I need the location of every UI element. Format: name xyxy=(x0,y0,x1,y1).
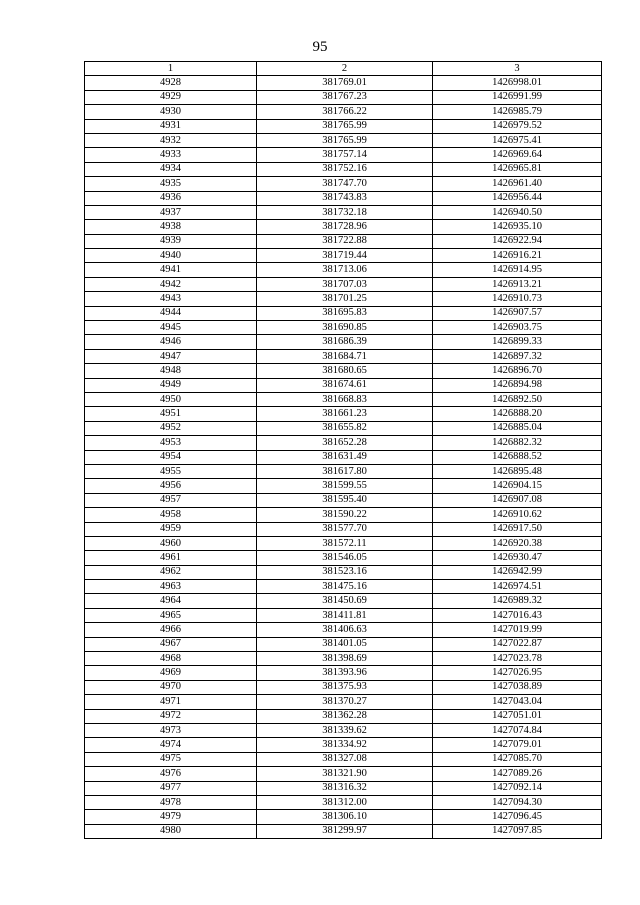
point-number-cell: 4942 xyxy=(85,277,257,291)
x-coordinate-cell: 381743.83 xyxy=(257,191,433,205)
y-coordinate-cell: 1426930.47 xyxy=(433,551,602,565)
x-coordinate-cell: 381661.23 xyxy=(257,407,433,421)
y-coordinate-cell: 1426907.57 xyxy=(433,306,602,320)
table-row xyxy=(85,249,602,263)
table-row xyxy=(85,119,602,133)
point-number-cell: 4930 xyxy=(85,105,257,119)
y-coordinate-cell: 1426961.40 xyxy=(433,177,602,191)
y-coordinate-cell: 1427089.26 xyxy=(433,767,602,781)
x-coordinate-cell: 381401.05 xyxy=(257,637,433,651)
table-row xyxy=(85,637,602,651)
point-number-cell: 4952 xyxy=(85,421,257,435)
x-coordinate-cell: 381747.70 xyxy=(257,177,433,191)
y-coordinate-cell: 1427051.01 xyxy=(433,709,602,723)
x-coordinate-cell: 381393.96 xyxy=(257,666,433,680)
y-coordinate-cell: 1427085.70 xyxy=(433,752,602,766)
y-coordinate-cell: 1426935.10 xyxy=(433,220,602,234)
y-coordinate-cell: 1427097.85 xyxy=(433,824,602,838)
x-coordinate-cell: 381695.83 xyxy=(257,306,433,320)
table-row xyxy=(85,709,602,723)
y-coordinate-cell: 1427079.01 xyxy=(433,738,602,752)
point-number-cell: 4970 xyxy=(85,680,257,694)
y-coordinate-cell: 1427026.95 xyxy=(433,666,602,680)
y-coordinate-cell: 1426913.21 xyxy=(433,277,602,291)
y-coordinate-cell: 1427038.89 xyxy=(433,680,602,694)
y-coordinate-cell: 1426969.64 xyxy=(433,148,602,162)
table-row xyxy=(85,378,602,392)
point-number-cell: 4975 xyxy=(85,752,257,766)
y-coordinate-cell: 1426942.99 xyxy=(433,565,602,579)
point-number-cell: 4951 xyxy=(85,407,257,421)
table-row xyxy=(85,306,602,320)
point-number-cell: 4940 xyxy=(85,249,257,263)
y-coordinate-cell: 1426899.33 xyxy=(433,335,602,349)
x-coordinate-cell: 381475.16 xyxy=(257,580,433,594)
table-row xyxy=(85,723,602,737)
point-number-cell: 4979 xyxy=(85,810,257,824)
table-row xyxy=(85,623,602,637)
point-number-cell: 4968 xyxy=(85,652,257,666)
point-number-cell: 4934 xyxy=(85,162,257,176)
x-coordinate-cell: 381327.08 xyxy=(257,752,433,766)
y-coordinate-cell: 1426895.48 xyxy=(433,464,602,478)
point-number-cell: 4957 xyxy=(85,493,257,507)
y-coordinate-cell: 1427016.43 xyxy=(433,608,602,622)
x-coordinate-cell: 381713.06 xyxy=(257,263,433,277)
x-coordinate-cell: 381590.22 xyxy=(257,508,433,522)
point-number-cell: 4941 xyxy=(85,263,257,277)
table-row xyxy=(85,450,602,464)
y-coordinate-cell: 1426989.32 xyxy=(433,594,602,608)
point-number-cell: 4969 xyxy=(85,666,257,680)
point-number-cell: 4944 xyxy=(85,306,257,320)
point-number-cell: 4958 xyxy=(85,508,257,522)
point-number-cell: 4966 xyxy=(85,623,257,637)
y-coordinate-cell: 1427022.87 xyxy=(433,637,602,651)
point-number-cell: 4972 xyxy=(85,709,257,723)
y-coordinate-cell: 1426979.52 xyxy=(433,119,602,133)
table-row xyxy=(85,90,602,104)
point-number-cell: 4933 xyxy=(85,148,257,162)
point-number-cell: 4960 xyxy=(85,536,257,550)
y-coordinate-cell: 1426910.62 xyxy=(433,508,602,522)
x-coordinate-cell: 381546.05 xyxy=(257,551,433,565)
y-coordinate-cell: 1426965.81 xyxy=(433,162,602,176)
point-number-cell: 4963 xyxy=(85,580,257,594)
table-row xyxy=(85,464,602,478)
column-header-1: 1 xyxy=(85,62,257,76)
table-row xyxy=(85,421,602,435)
x-coordinate-cell: 381411.81 xyxy=(257,608,433,622)
table-row xyxy=(85,105,602,119)
table-row xyxy=(85,565,602,579)
point-number-cell: 4964 xyxy=(85,594,257,608)
y-coordinate-cell: 1426940.50 xyxy=(433,205,602,219)
x-coordinate-cell: 381684.71 xyxy=(257,349,433,363)
x-coordinate-cell: 381765.99 xyxy=(257,119,433,133)
table-row xyxy=(85,76,602,90)
point-number-cell: 4946 xyxy=(85,335,257,349)
page-number: 95 xyxy=(312,39,328,55)
table-row xyxy=(85,781,602,795)
point-number-cell: 4954 xyxy=(85,450,257,464)
table-row xyxy=(85,263,602,277)
x-coordinate-cell: 381769.01 xyxy=(257,76,433,90)
x-coordinate-cell: 381375.93 xyxy=(257,680,433,694)
point-number-cell: 4935 xyxy=(85,177,257,191)
x-coordinate-cell: 381707.03 xyxy=(257,277,433,291)
x-coordinate-cell: 381674.61 xyxy=(257,378,433,392)
y-coordinate-cell: 1427023.78 xyxy=(433,652,602,666)
point-number-cell: 4929 xyxy=(85,90,257,104)
y-coordinate-cell: 1426991.99 xyxy=(433,90,602,104)
table-row xyxy=(85,810,602,824)
point-number-cell: 4950 xyxy=(85,392,257,406)
point-number-cell: 4961 xyxy=(85,551,257,565)
x-coordinate-cell: 381757.14 xyxy=(257,148,433,162)
y-coordinate-cell: 1427074.84 xyxy=(433,723,602,737)
x-coordinate-cell: 381339.62 xyxy=(257,723,433,737)
table-row xyxy=(85,479,602,493)
x-coordinate-cell: 381362.28 xyxy=(257,709,433,723)
table-row xyxy=(85,666,602,680)
y-coordinate-cell: 1426882.32 xyxy=(433,436,602,450)
y-coordinate-cell: 1426922.94 xyxy=(433,234,602,248)
table-row xyxy=(85,292,602,306)
x-coordinate-cell: 381686.39 xyxy=(257,335,433,349)
x-coordinate-cell: 381599.55 xyxy=(257,479,433,493)
table-row xyxy=(85,752,602,766)
y-coordinate-cell: 1426914.95 xyxy=(433,263,602,277)
table-row xyxy=(85,148,602,162)
x-coordinate-cell: 381680.65 xyxy=(257,364,433,378)
table-row xyxy=(85,277,602,291)
y-coordinate-cell: 1426974.51 xyxy=(433,580,602,594)
x-coordinate-cell: 381719.44 xyxy=(257,249,433,263)
table-row xyxy=(85,392,602,406)
table-row xyxy=(85,522,602,536)
y-coordinate-cell: 1426897.32 xyxy=(433,349,602,363)
x-coordinate-cell: 381652.28 xyxy=(257,436,433,450)
point-number-cell: 4931 xyxy=(85,119,257,133)
table-row xyxy=(85,680,602,694)
table-row xyxy=(85,738,602,752)
point-number-cell: 4962 xyxy=(85,565,257,579)
table-row xyxy=(85,652,602,666)
x-coordinate-cell: 381752.16 xyxy=(257,162,433,176)
coordinates-table xyxy=(84,61,602,839)
column-header-3: 3 xyxy=(433,62,602,76)
y-coordinate-cell: 1426892.50 xyxy=(433,392,602,406)
table-row xyxy=(85,436,602,450)
table-row xyxy=(85,824,602,838)
x-coordinate-cell: 381690.85 xyxy=(257,321,433,335)
point-number-cell: 4948 xyxy=(85,364,257,378)
x-coordinate-cell: 381766.22 xyxy=(257,105,433,119)
x-coordinate-cell: 381398.69 xyxy=(257,652,433,666)
point-number-cell: 4949 xyxy=(85,378,257,392)
point-number-cell: 4967 xyxy=(85,637,257,651)
table-row xyxy=(85,493,602,507)
table-row xyxy=(85,594,602,608)
y-coordinate-cell: 1426885.04 xyxy=(433,421,602,435)
point-number-cell: 4977 xyxy=(85,781,257,795)
x-coordinate-cell: 381321.90 xyxy=(257,767,433,781)
point-number-cell: 4976 xyxy=(85,767,257,781)
x-coordinate-cell: 381722.88 xyxy=(257,234,433,248)
x-coordinate-cell: 381767.23 xyxy=(257,90,433,104)
y-coordinate-cell: 1427094.30 xyxy=(433,795,602,809)
y-coordinate-cell: 1427019.99 xyxy=(433,623,602,637)
point-number-cell: 4956 xyxy=(85,479,257,493)
y-coordinate-cell: 1426907.08 xyxy=(433,493,602,507)
x-coordinate-cell: 381631.49 xyxy=(257,450,433,464)
y-coordinate-cell: 1426956.44 xyxy=(433,191,602,205)
table-row xyxy=(85,220,602,234)
table-row xyxy=(85,234,602,248)
point-number-cell: 4965 xyxy=(85,608,257,622)
table-row xyxy=(85,580,602,594)
point-number-cell: 4959 xyxy=(85,522,257,536)
table-row xyxy=(85,795,602,809)
table-row xyxy=(85,608,602,622)
point-number-cell: 4955 xyxy=(85,464,257,478)
y-coordinate-cell: 1426917.50 xyxy=(433,522,602,536)
y-coordinate-cell: 1426903.75 xyxy=(433,321,602,335)
table-row xyxy=(85,508,602,522)
x-coordinate-cell: 381312.00 xyxy=(257,795,433,809)
y-coordinate-cell: 1426904.15 xyxy=(433,479,602,493)
x-coordinate-cell: 381728.96 xyxy=(257,220,433,234)
y-coordinate-cell: 1426910.73 xyxy=(433,292,602,306)
column-header-2: 2 xyxy=(257,62,433,76)
table-header-row xyxy=(85,62,602,76)
table-row xyxy=(85,407,602,421)
x-coordinate-cell: 381595.40 xyxy=(257,493,433,507)
x-coordinate-cell: 381655.82 xyxy=(257,421,433,435)
point-number-cell: 4939 xyxy=(85,234,257,248)
point-number-cell: 4947 xyxy=(85,349,257,363)
table-row xyxy=(85,695,602,709)
x-coordinate-cell: 381370.27 xyxy=(257,695,433,709)
table-row xyxy=(85,133,602,147)
y-coordinate-cell: 1426896.70 xyxy=(433,364,602,378)
table-row xyxy=(85,177,602,191)
point-number-cell: 4943 xyxy=(85,292,257,306)
table-row xyxy=(85,767,602,781)
y-coordinate-cell: 1426998.01 xyxy=(433,76,602,90)
table-row xyxy=(85,162,602,176)
x-coordinate-cell: 381299.97 xyxy=(257,824,433,838)
x-coordinate-cell: 381406.63 xyxy=(257,623,433,637)
x-coordinate-cell: 381765.99 xyxy=(257,133,433,147)
point-number-cell: 4980 xyxy=(85,824,257,838)
point-number-cell: 4978 xyxy=(85,795,257,809)
x-coordinate-cell: 381701.25 xyxy=(257,292,433,306)
y-coordinate-cell: 1426975.41 xyxy=(433,133,602,147)
y-coordinate-cell: 1426985.79 xyxy=(433,105,602,119)
x-coordinate-cell: 381316.32 xyxy=(257,781,433,795)
point-number-cell: 4937 xyxy=(85,205,257,219)
x-coordinate-cell: 381732.18 xyxy=(257,205,433,219)
x-coordinate-cell: 381617.80 xyxy=(257,464,433,478)
x-coordinate-cell: 381577.70 xyxy=(257,522,433,536)
point-number-cell: 4945 xyxy=(85,321,257,335)
y-coordinate-cell: 1427096.45 xyxy=(433,810,602,824)
point-number-cell: 4938 xyxy=(85,220,257,234)
y-coordinate-cell: 1427043.04 xyxy=(433,695,602,709)
table-row xyxy=(85,364,602,378)
y-coordinate-cell: 1426916.21 xyxy=(433,249,602,263)
point-number-cell: 4953 xyxy=(85,436,257,450)
x-coordinate-cell: 381334.92 xyxy=(257,738,433,752)
y-coordinate-cell: 1426920.38 xyxy=(433,536,602,550)
table-row xyxy=(85,321,602,335)
point-number-cell: 4974 xyxy=(85,738,257,752)
y-coordinate-cell: 1427092.14 xyxy=(433,781,602,795)
x-coordinate-cell: 381523.16 xyxy=(257,565,433,579)
y-coordinate-cell: 1426888.20 xyxy=(433,407,602,421)
point-number-cell: 4936 xyxy=(85,191,257,205)
table-row xyxy=(85,349,602,363)
table-body xyxy=(85,76,602,839)
table-row xyxy=(85,191,602,205)
table-row xyxy=(85,536,602,550)
point-number-cell: 4928 xyxy=(85,76,257,90)
table-row xyxy=(85,335,602,349)
y-coordinate-cell: 1426888.52 xyxy=(433,450,602,464)
point-number-cell: 4973 xyxy=(85,723,257,737)
table-row xyxy=(85,205,602,219)
x-coordinate-cell: 381668.83 xyxy=(257,392,433,406)
x-coordinate-cell: 381572.11 xyxy=(257,536,433,550)
point-number-cell: 4932 xyxy=(85,133,257,147)
y-coordinate-cell: 1426894.98 xyxy=(433,378,602,392)
x-coordinate-cell: 381306.10 xyxy=(257,810,433,824)
point-number-cell: 4971 xyxy=(85,695,257,709)
x-coordinate-cell: 381450.69 xyxy=(257,594,433,608)
table-row xyxy=(85,551,602,565)
